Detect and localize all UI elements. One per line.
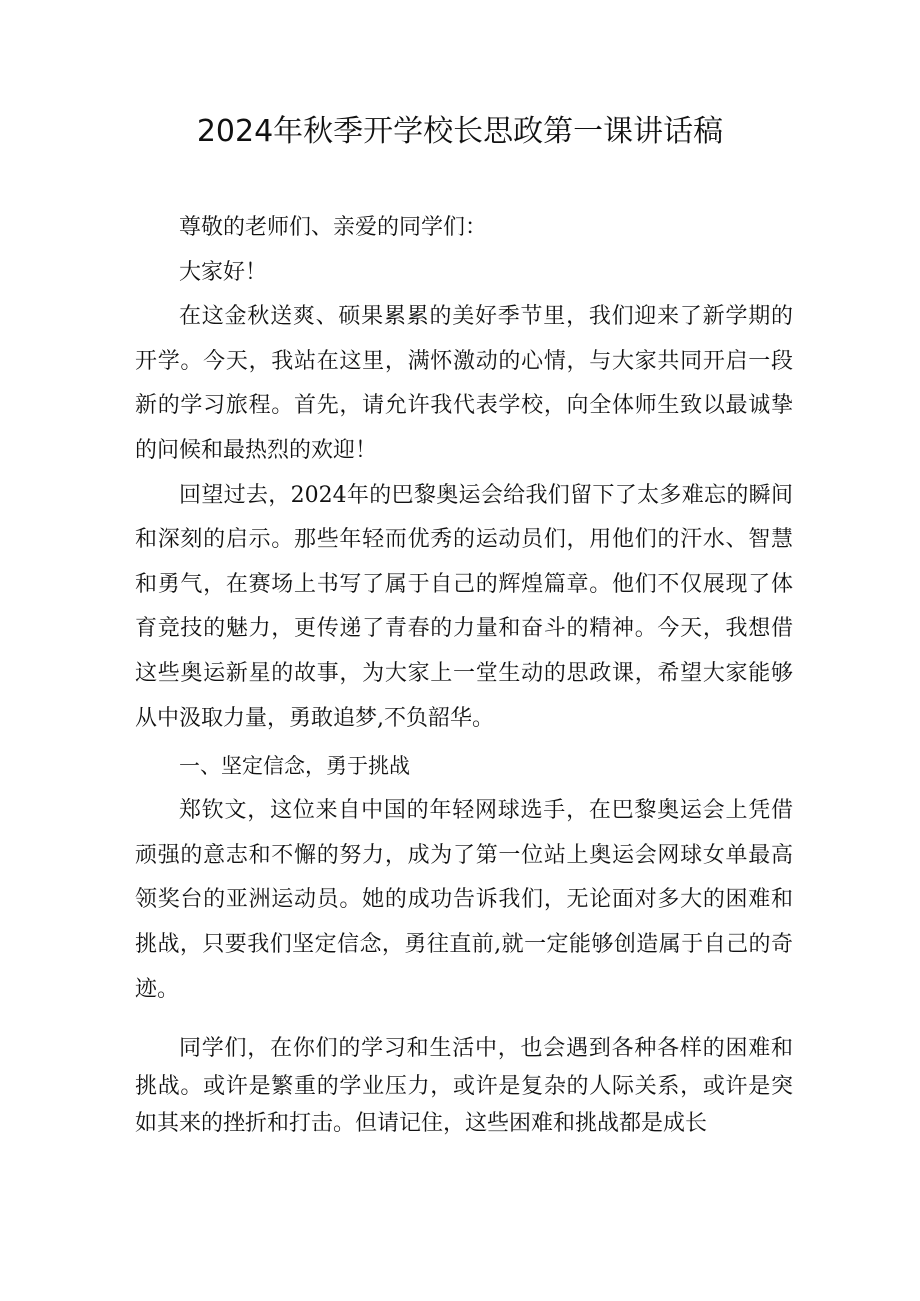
paragraph-students-challenges: 同学们，在你们的学习和生活中，也会遇到各种各样的困难和挑战。或许是繁重的学业压力，或许是复杂的人际关系，或许是突如其来的挫折和打击。但请记住，这些困难和挑战都是成长 [135, 1036, 793, 1137]
document-title: 2024年秋季开学校长思政第一课讲话稿 [196, 114, 724, 149]
paragraph-opening: 在这金秋送爽、硕果累累的美好季节里，我们迎来了新学期的开学。今天，我站在这里，满怀激动的心情，与大家共同开启一段新的学习旅程。首先，请允许我代表学校，向全体师生致以最诚挚的问候和最热烈的欢迎！ [135, 304, 793, 463]
document-body [135, 206, 793, 1143]
section-heading: 一、坚定信念，勇于挑战 [179, 754, 410, 779]
hello-line: 大家好！ [179, 259, 268, 285]
paragraph-olympics: 回望过去，2024年的巴黎奥运会给我们留下了太多难忘的瞬间和深刻的启示。那些年轻而优秀的运动员们，用他们的汗水、智慧和勇气，在赛场上书写了属于自己的辉煌篇章。他们不仅展现了体育竞技的魅力，更传递了青春的力量和奋斗的精神。今天，我想借这些奥运新星的故事，为大家上一堂生动的思政课，希望大家能够从中汲取力量，勇敢追梦,不负韶华。 [135, 482, 793, 731]
paragraph-zheng-qinwen: 郑钦文，这位来自中国的年轻网球选手，在巴黎奥运会上凭借顽强的意志和不懈的努力，成为了第一位站上奥运会网球女单最高领奖台的亚洲运动员。她的成功告诉我们，无论面对多大的困难和挑战，只要我们坚定信念，勇往直前,就一定能够创造属于自己的奇迹。 [135, 798, 793, 1002]
greeting: 尊敬的老师们、亲爱的同学们： [179, 215, 488, 240]
